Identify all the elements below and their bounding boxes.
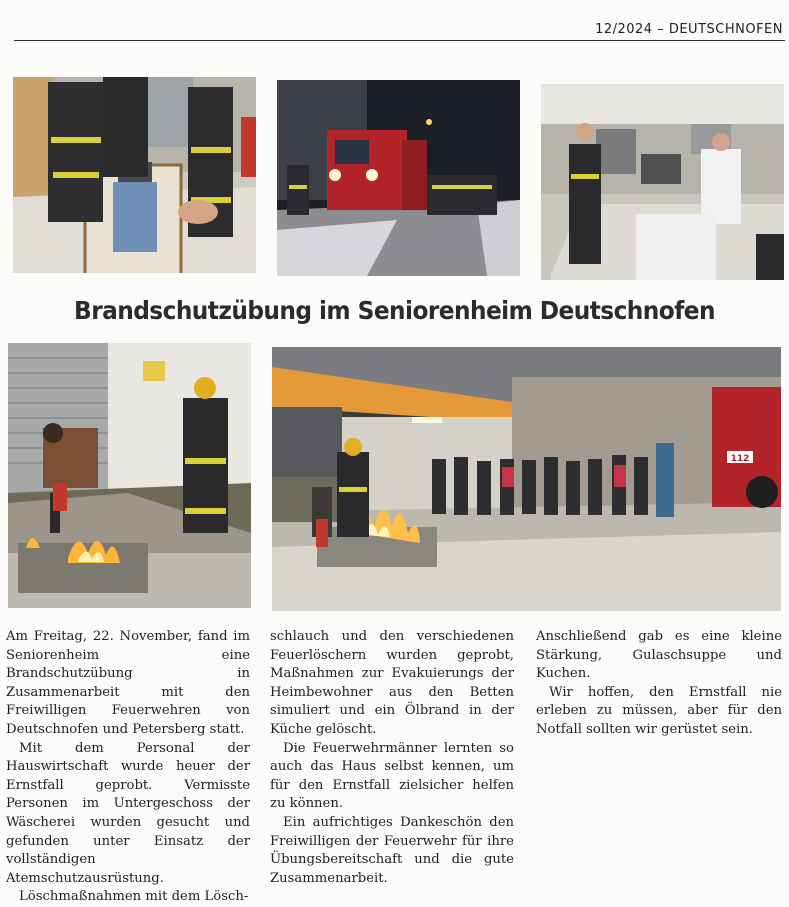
- paragraph: Wir hoffen, den Ernstfall nie erleben zu müssen, aber für den Notfall sollten wir gerüstet sein.: [536, 684, 782, 737]
- paragraph: Am Freitag, 22. November, fand im Seniorenheim eine Brandschutzübung in Zusammenarbeit mit den Freiwilligen Feuerwehren von Deutschnofen und Petersberg statt.: [6, 629, 250, 737]
- photo-extinguisher-training: [8, 343, 251, 608]
- truck-emergency-number: 112: [730, 454, 750, 464]
- header-rule: [14, 40, 785, 41]
- photo-fire-truck-night: [277, 80, 520, 276]
- paragraph: schlauch und den verschiedenen Feuerlöschern wurden geprobt, Maßnahmen zur Evakuierungs der Heimbewohner aus den Betten simuliert und ein Ölbrand in der Küche gelöscht.: [270, 629, 514, 737]
- photo-evening-demonstration: [272, 347, 781, 611]
- paragraph: Ein aufrichtiges Dankeschön den Freiwilligen der Feuerwehr für ihre Übungsbereitschaft und die gute Zusammenarbeit.: [270, 814, 514, 886]
- paragraph: Löschmaßnahmen mit dem Lösch-: [19, 889, 249, 905]
- photo-kitchen: [541, 84, 784, 280]
- article-column-3: [536, 628, 782, 740]
- paragraph: Anschließend gab es eine kleine Stärkung, Gulaschsuppe und Kuchen.: [536, 629, 782, 682]
- paragraph: Mit dem Personal der Hauswirtschaft wurde heuer der Ernstfall geprobt. Vermisste Personen im Untergeschoss der Wäscherei wurden gesucht und gefunden unter Einsatz der vollständigen Atemschutzausrüstung.: [6, 740, 250, 886]
- article-headline: Brandschutzübung im Seniorenheim Deutschnofen: [74, 296, 715, 325]
- article-column-2: [270, 628, 514, 888]
- article-column-1: [6, 628, 250, 907]
- issue-label: 12/2024 – DEUTSCHNOFEN: [595, 22, 783, 37]
- paragraph: Die Feuerwehrmänner lernten so auch das Haus selbst kennen, um für den Ernstfall zielsicher helfen zu können.: [270, 740, 514, 812]
- photo-stretcher-rescue: [13, 77, 256, 273]
